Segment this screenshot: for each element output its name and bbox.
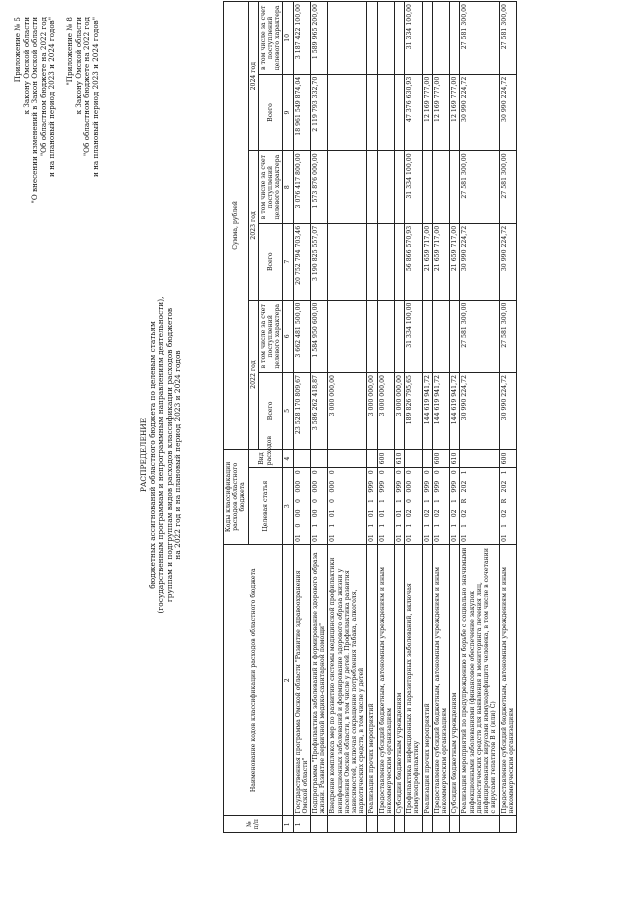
- row-amount: [422, 300, 432, 373]
- row-vid: [367, 449, 377, 468]
- code-part: 0: [423, 470, 431, 475]
- code-part: 000: [329, 480, 337, 493]
- row-amount: 1 589 965 200,00: [311, 2, 328, 75]
- row-amount: 21 659 717,00: [422, 223, 432, 300]
- appendix-line: "Об областном бюджете на 2022 год: [82, 17, 92, 157]
- code-part: 1: [423, 523, 431, 528]
- row-amount: 3 662 481 500,00: [293, 300, 310, 373]
- row-amount: 47 376 630,93: [405, 74, 422, 151]
- row-amount: [395, 74, 405, 151]
- row-number: [311, 816, 328, 833]
- table-row: [499, 2, 516, 833]
- row-amount: [450, 151, 460, 224]
- row-number: [377, 816, 394, 833]
- row-amount: [395, 151, 405, 224]
- code-part: 1: [406, 523, 414, 528]
- row-amount: 27 581 300,00: [499, 151, 516, 224]
- row-number: [405, 816, 422, 833]
- total-header: Всего: [258, 74, 283, 151]
- row-vid: [311, 449, 328, 468]
- row-amount: 144 619 941,72: [432, 373, 449, 450]
- row-target-code: [328, 468, 367, 545]
- row-number: [395, 816, 405, 833]
- code-part: 1: [396, 523, 404, 528]
- table-row: [311, 2, 328, 833]
- row-vid: [460, 449, 499, 468]
- row-vid: 600: [499, 449, 516, 468]
- code-part: 01: [396, 534, 404, 542]
- col-target-header: Целевая статья: [248, 468, 283, 545]
- code-part: 000: [294, 480, 302, 493]
- code-part: 1: [368, 499, 376, 503]
- row-amount: 3 000 000,00: [328, 373, 367, 450]
- table-row: [377, 2, 394, 833]
- row-name: Предоставление субсидий бюджетным, автономным учреждениям и иным некоммерческим организациям: [377, 545, 394, 816]
- total-header: Всего: [258, 373, 283, 450]
- code-part: 0: [329, 470, 337, 475]
- row-amount: 31 334 100,00: [405, 300, 422, 373]
- code-part: 000: [312, 480, 320, 493]
- code-part: 02: [451, 509, 459, 518]
- row-vid: [328, 449, 367, 468]
- code-part: 01: [406, 534, 414, 542]
- table-row: [367, 2, 377, 833]
- row-vid: 610: [395, 449, 405, 468]
- code-part: 02: [406, 509, 414, 518]
- row-name: Предоставление субсидий бюджетным, автономным учреждениям и иным некоммерческим организациям: [499, 545, 516, 816]
- row-target-code: [293, 468, 310, 545]
- row-amount: [377, 74, 394, 151]
- appendix-line: и на плановый период 2023 и 2024 годов": [47, 17, 57, 177]
- code-part: 0: [433, 470, 441, 475]
- code-part: 202: [500, 480, 508, 493]
- row-amount: [328, 151, 367, 224]
- code-part: 999: [396, 480, 404, 493]
- code-part: 01: [378, 509, 386, 518]
- code-part: 01: [500, 534, 508, 542]
- total-header: Всего: [258, 223, 283, 300]
- row-target-code: [422, 468, 432, 545]
- row-amount: [367, 223, 377, 300]
- year-2023-header: 2023 год: [248, 151, 258, 300]
- row-target-code: [450, 468, 460, 545]
- code-part: 1: [378, 499, 386, 503]
- code-part: 0: [406, 499, 414, 503]
- row-amount: 30 990 224,72: [460, 373, 499, 450]
- row-name: Субсидии бюджетным учреждениям: [395, 545, 405, 816]
- row-amount: 3 190 825 557,07: [311, 223, 328, 300]
- row-amount: [395, 300, 405, 373]
- row-amount: 12 169 777,00: [422, 74, 432, 151]
- column-number: 2: [283, 545, 293, 816]
- row-amount: [395, 2, 405, 75]
- title-line: (государственным программам и непрограммным направлениям деятельности),: [156, 296, 166, 614]
- row-name: Реализация прочих мероприятий: [367, 545, 377, 816]
- code-part: 00: [312, 509, 320, 518]
- code-part: 0: [396, 470, 404, 475]
- row-number: [499, 816, 516, 833]
- code-part: 02: [500, 509, 508, 518]
- row-name: Государственная программа Омской области "Развитие здравоохранения Омской области": [293, 545, 310, 816]
- row-amount: 2 119 793 332,70: [311, 74, 328, 151]
- row-amount: [432, 300, 449, 373]
- row-vid: 610: [450, 449, 460, 468]
- table-row: [328, 2, 367, 833]
- row-target-code: [405, 468, 422, 545]
- row-amount: 18 961 549 874,04: [293, 74, 310, 151]
- code-part: 01: [294, 534, 302, 542]
- appendix-line: "Приложение № 8: [64, 17, 74, 86]
- row-amount: 3 000 000,00: [367, 373, 377, 450]
- code-part: 02: [461, 509, 469, 518]
- code-part: 999: [368, 480, 376, 493]
- code-part: 01: [433, 534, 441, 542]
- code-part: 1: [451, 523, 459, 528]
- incl-header: в том числе за счет поступлений целевого характера: [258, 151, 283, 224]
- row-amount: [377, 223, 394, 300]
- row-vid: [405, 449, 422, 468]
- title-heading: РАСПРЕДЕЛЕНИЕ: [139, 417, 148, 493]
- code-part: 1: [461, 523, 469, 528]
- code-part: 00: [294, 509, 302, 518]
- row-amount: [377, 2, 394, 75]
- row-amount: 1 584 950 600,00: [311, 300, 328, 373]
- row-amount: 27 581 300,00: [460, 2, 499, 75]
- code-part: 1: [423, 499, 431, 503]
- row-amount: 12 169 777,00: [432, 74, 449, 151]
- row-amount: 144 619 941,72: [422, 373, 432, 450]
- code-part: 0: [368, 470, 376, 475]
- row-name: Профилактика инфекционных и паразитарных заболеваний, включая иммунопрофилактику: [405, 545, 422, 816]
- row-number: [432, 816, 449, 833]
- row-name: Реализация мероприятий по предупреждению и борьбе с социально значимыми инфекционными заболеваниями (финансовое обеспечение закупок диагностических средств для выявления и мониторинга лечения лиц, инфицированных вирусами иммунодефицита человека, в том числе в сочетании с вирусами гепатитов B и (или) C): [460, 545, 499, 816]
- code-part: 01: [368, 534, 376, 542]
- code-part: 1: [451, 499, 459, 503]
- code-part: R: [500, 498, 508, 504]
- code-part: 01: [461, 534, 469, 542]
- code-part: 0: [329, 499, 337, 503]
- incl-header: в том числе за счет поступлений целевого характера: [258, 300, 283, 373]
- row-amount: 21 659 717,00: [450, 223, 460, 300]
- row-number: [328, 816, 367, 833]
- table-row: [293, 2, 310, 833]
- column-number: 4: [283, 449, 293, 468]
- row-number: [450, 816, 460, 833]
- row-amount: [328, 223, 367, 300]
- code-part: 1: [378, 523, 386, 528]
- table-row: [405, 2, 422, 833]
- code-part: 02: [423, 509, 431, 518]
- row-amount: 3 076 417 800,00: [293, 151, 310, 224]
- row-amount: [328, 2, 367, 75]
- row-amount: 3 586 262 418,87: [311, 373, 328, 450]
- row-amount: [422, 2, 432, 75]
- code-part: 202: [461, 480, 469, 493]
- code-part: 999: [378, 480, 386, 493]
- row-target-code: [499, 468, 516, 545]
- budget-table: [223, 1, 517, 833]
- title-line: на 2022 год и на плановый период 2023 и 2024 годов: [173, 350, 183, 560]
- column-number: 3: [283, 468, 293, 545]
- row-number: [422, 816, 432, 833]
- appendix-line: и на плановый период 2023 и 2024 годов": [90, 17, 100, 177]
- code-part: 01: [329, 534, 337, 542]
- row-amount: 30 990 224,72: [499, 373, 516, 450]
- code-part: 01: [329, 509, 337, 518]
- column-number: 6: [283, 300, 293, 373]
- code-part: 0: [406, 470, 414, 475]
- code-part: 01: [423, 534, 431, 542]
- code-part: 01: [451, 534, 459, 542]
- col-name-header: Наименование кодов классификации расходов областного бюджета: [224, 545, 283, 816]
- row-name: Реализация прочих мероприятий: [422, 545, 432, 816]
- row-amount: 144 619 941,72: [450, 373, 460, 450]
- row-amount: 27 581 300,00: [460, 151, 499, 224]
- column-number: 8: [283, 151, 293, 224]
- table-row: [450, 2, 460, 833]
- row-number: 1: [293, 816, 310, 833]
- title-line: бюджетных ассигнований областного бюджета по целевым статьям: [147, 321, 157, 589]
- row-number: [367, 816, 377, 833]
- row-vid: 600: [377, 449, 394, 468]
- code-part: 1: [500, 470, 508, 475]
- column-number: 9: [283, 74, 293, 151]
- table-row: [422, 2, 432, 833]
- table-row: [395, 2, 405, 833]
- row-amount: 23 528 170 809,67: [293, 373, 310, 450]
- code-part: 999: [433, 480, 441, 493]
- code-part: 01: [312, 534, 320, 542]
- code-part: 02: [433, 509, 441, 518]
- column-number: 7: [283, 223, 293, 300]
- row-amount: 3 000 000,00: [377, 373, 394, 450]
- row-amount: 30 990 224,72: [460, 74, 499, 151]
- col-num-header: № п/п: [224, 816, 283, 833]
- row-target-code: [432, 468, 449, 545]
- code-part: R: [461, 498, 469, 504]
- incl-header: в том числе за счет поступлений целевого характера: [258, 2, 283, 75]
- row-target-code: [311, 468, 328, 545]
- column-number: 10: [283, 2, 293, 75]
- row-target-code: [377, 468, 394, 545]
- row-amount: 189 826 795,65: [405, 373, 422, 450]
- row-amount: [450, 2, 460, 75]
- code-part: 0: [294, 499, 302, 503]
- row-amount: [377, 300, 394, 373]
- row-amount: 30 990 224,72: [499, 223, 516, 300]
- row-name: Предоставление субсидий бюджетным, автономным учреждениям и иным некоммерческим организациям: [432, 545, 449, 816]
- code-part: 01: [396, 509, 404, 518]
- code-part: 1: [433, 499, 441, 503]
- code-part: 0: [312, 470, 320, 475]
- appendix-line: "О внесении изменений в Закон Омской области: [30, 17, 40, 204]
- code-part: 999: [451, 480, 459, 493]
- row-amount: [367, 2, 377, 75]
- code-part: 0: [451, 470, 459, 475]
- code-part: 1: [329, 523, 337, 528]
- row-amount: 20 752 794 703,46: [293, 223, 310, 300]
- col-sum-header: Сумма, рублей: [224, 2, 249, 450]
- col-codes-header: Коды классификации расходов областного бюджета: [224, 449, 249, 544]
- row-name: Субсидии бюджетным учреждениям: [450, 545, 460, 816]
- row-amount: 3 000 000,00: [395, 373, 405, 450]
- row-amount: [367, 151, 377, 224]
- code-part: 1: [500, 523, 508, 528]
- row-target-code: [367, 468, 377, 545]
- row-name: Внедрение комплекса мер по развитию системы медицинской профилактики неинфекционных заболеваний и формирование здорового образа жизни у населения Омской области, в том числе у детей. Профилактика развития зависимостей, включая сокращение потребления табака, алкоголя, наркотических средств, в том числе у детей: [328, 545, 367, 816]
- row-target-code: [395, 468, 405, 545]
- col-vid-header: Вид расходов: [248, 449, 283, 468]
- row-vid: [422, 449, 432, 468]
- document-title: [140, 175, 183, 735]
- row-amount: [328, 300, 367, 373]
- code-part: 1: [396, 499, 404, 503]
- row-vid: [293, 449, 310, 468]
- row-amount: 30 990 224,72: [460, 223, 499, 300]
- row-amount: 12 169 777,00: [450, 74, 460, 151]
- row-amount: 30 990 224,72: [499, 74, 516, 151]
- row-name: Подпрограмма "Профилактика заболеваний и формирование здорового образа жизни. Развитие первичной медико-санитарной помощи": [311, 545, 328, 816]
- row-amount: [422, 151, 432, 224]
- code-part: 1: [312, 523, 320, 528]
- code-part: 1: [368, 523, 376, 528]
- code-part: 01: [378, 534, 386, 542]
- row-target-code: [460, 468, 499, 545]
- code-part: 0: [294, 523, 302, 528]
- row-amount: 27 581 300,00: [499, 2, 516, 75]
- appendix-line: к Закону Омской области: [21, 17, 31, 115]
- row-amount: [328, 74, 367, 151]
- row-amount: [395, 223, 405, 300]
- title-line: группам и подгруппам видов расходов классификации расходов бюджетов: [164, 307, 174, 603]
- appendix-line: "Об областном бюджете на 2022 год: [38, 17, 48, 157]
- code-part: 000: [406, 480, 414, 493]
- row-amount: 27 581 300,00: [460, 300, 499, 373]
- code-part: 999: [423, 480, 431, 493]
- code-part: 01: [368, 509, 376, 518]
- appendix-line: к Закону Омской области: [73, 17, 83, 115]
- code-part: 0: [312, 499, 320, 503]
- row-amount: [367, 300, 377, 373]
- code-part: 0: [378, 470, 386, 475]
- row-amount: 1 573 876 000,00: [311, 151, 328, 224]
- row-amount: 31 334 100,00: [405, 2, 422, 75]
- appendix-block: [14, 17, 100, 257]
- code-part: 1: [433, 523, 441, 528]
- row-amount: 21 659 717,00: [432, 223, 449, 300]
- code-part: 0: [294, 470, 302, 475]
- code-part: 1: [461, 470, 469, 475]
- table-row: [432, 2, 449, 833]
- row-amount: [450, 300, 460, 373]
- row-number: [460, 816, 499, 833]
- row-amount: [432, 2, 449, 75]
- column-number: 5: [283, 373, 293, 450]
- year-2024-header: 2024 год: [248, 2, 258, 151]
- appendix-line: Приложение № 5: [13, 17, 22, 83]
- row-amount: 27 581 300,00: [499, 300, 516, 373]
- year-2022-header: 2022 год: [248, 300, 258, 449]
- row-amount: [432, 151, 449, 224]
- row-amount: [377, 151, 394, 224]
- column-number: 1: [283, 816, 293, 833]
- table-row: [460, 2, 499, 833]
- row-vid: 600: [432, 449, 449, 468]
- row-amount: 56 866 570,93: [405, 223, 422, 300]
- row-amount: 3 187 422 100,00: [293, 2, 310, 75]
- row-amount: [367, 74, 377, 151]
- row-amount: 31 334 100,00: [405, 151, 422, 224]
